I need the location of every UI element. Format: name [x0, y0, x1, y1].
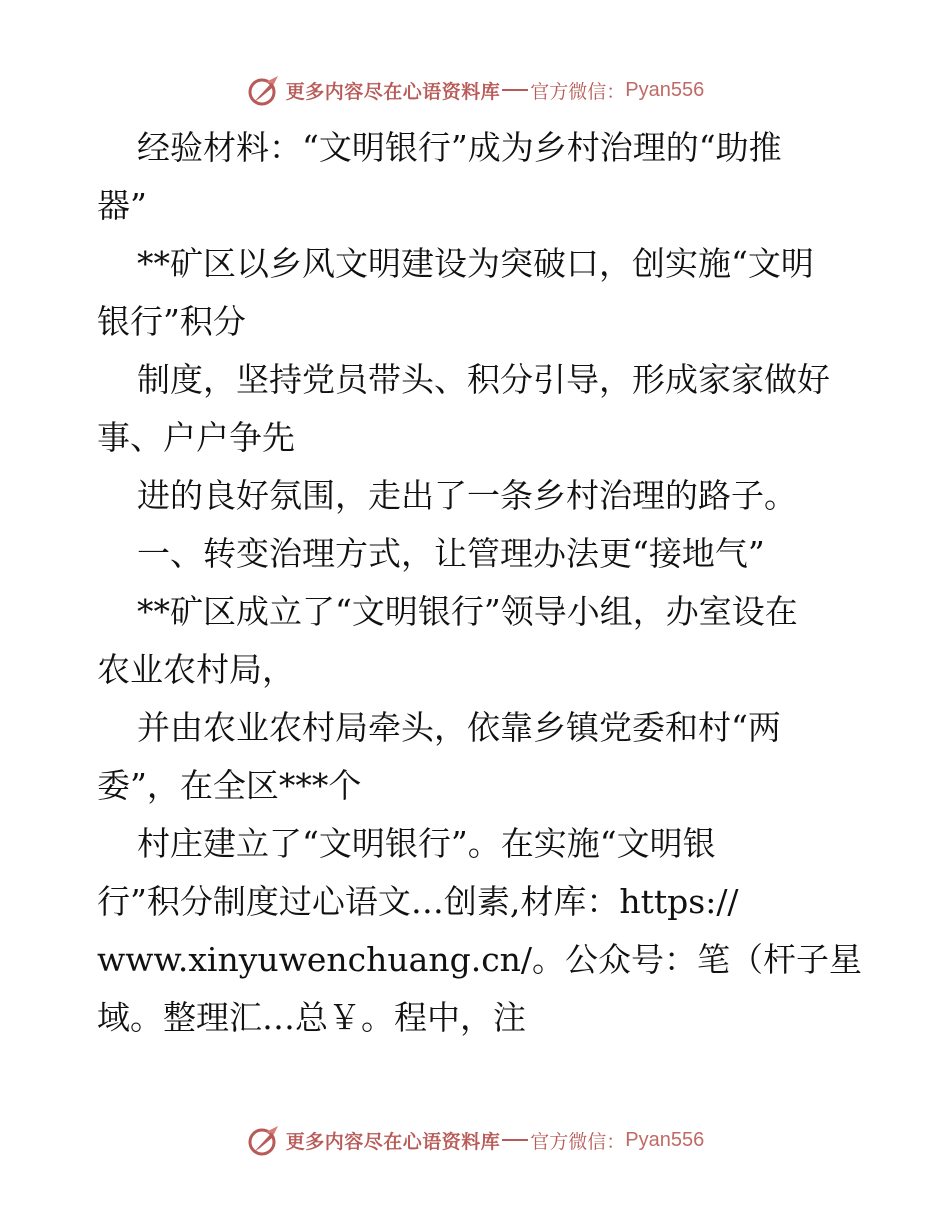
paragraph-line: 银行”积分 [97, 302, 246, 341]
section-heading: 一、转变治理方式，让管理办法更“接地气” [137, 534, 765, 573]
paragraph-line: 村庄建立了“文明银行”。在实施“文明银 [137, 824, 716, 863]
banner-wechat-id: Pyan556 [625, 78, 705, 101]
banner-wechat-id: Pyan556 [625, 1128, 705, 1151]
paragraph-line: 并由农业农村局牵头，依靠乡镇党委和村“两 [137, 708, 781, 747]
banner-wechat-label: 官方微信： [530, 80, 626, 103]
quill-logo-icon [246, 1122, 282, 1158]
paragraph-line: 行”积分制度过心语文…创素,材库：https:// [97, 882, 739, 921]
paragraph-line: 域。整理汇…总￥。程中，注 [97, 998, 526, 1037]
paragraph-line: 事、户户争先 [97, 418, 295, 457]
quill-logo-icon [246, 72, 282, 108]
paragraph-line: **矿区成立了“文明银行”领导小组，办室设在 [137, 592, 798, 631]
banner-wechat-label: 官方微信： [530, 1130, 626, 1153]
paragraph-line: **矿区以乡风文明建设为突破口，创实施“文明 [137, 244, 814, 283]
paragraph-line: 进的良好氛围，走出了一条乡村治理的路子。 [137, 476, 797, 515]
paragraph-line: 制度，坚持党员带头、积分引导，形成家家做好 [137, 360, 830, 399]
paragraph-line: 农业农村局， [97, 650, 295, 689]
paragraph-line: 委”，在全区***个 [97, 766, 362, 805]
banner-site-text: 更多内容尽在心语资料库 [285, 80, 501, 103]
banner-site-text: 更多内容尽在心语资料库 [285, 1130, 501, 1153]
paragraph-line: www.xinyuwenchuang.cn/。公众号：笔（杆子星 [97, 940, 863, 979]
banner-divider [502, 1139, 528, 1141]
title-line-1: 经验材料：“文明银行”成为乡村治理的“助推 [137, 128, 782, 167]
banner-divider [502, 89, 528, 91]
title-line-2: 器” [97, 186, 147, 225]
footer-banner [0, 1120, 950, 1160]
header-banner [0, 70, 950, 110]
